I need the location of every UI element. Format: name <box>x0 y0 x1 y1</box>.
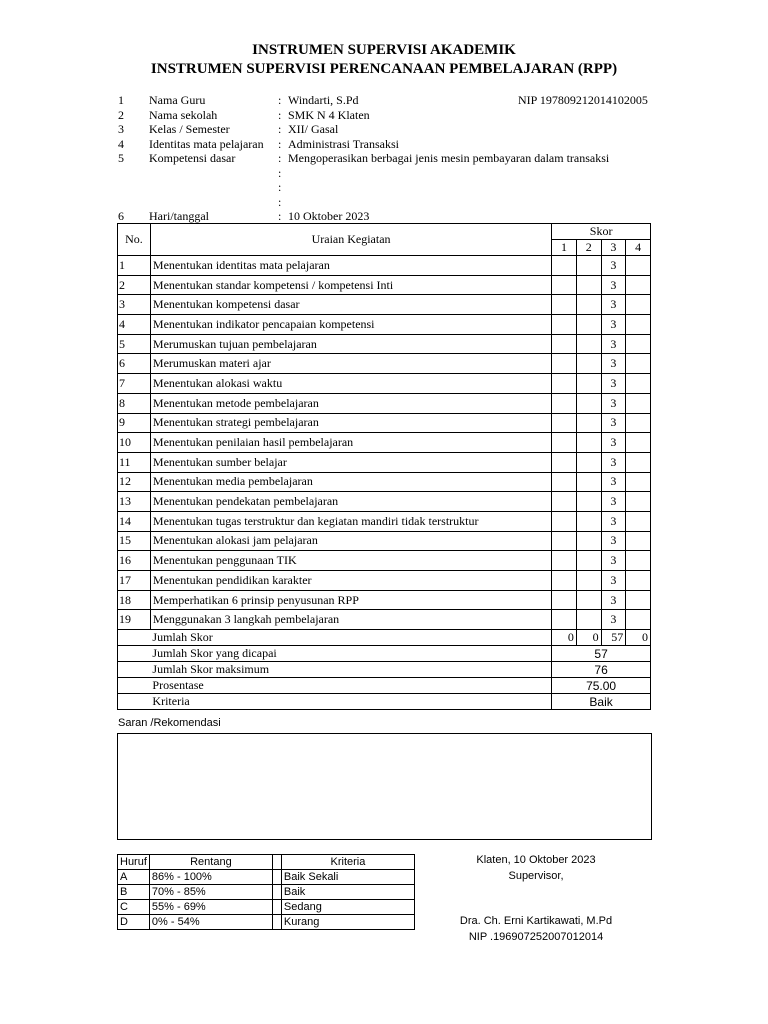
criteria-row <box>118 915 415 930</box>
criteria-huruf: B <box>118 885 150 900</box>
table-row <box>118 413 651 433</box>
score-cell-4 <box>626 315 651 335</box>
row-number: 3 <box>118 122 124 136</box>
score-cell-1 <box>552 452 577 472</box>
score-cell-1 <box>552 315 577 335</box>
item-number: 19 <box>118 610 151 630</box>
table-row <box>118 256 651 276</box>
table-row <box>118 295 651 315</box>
empty-cell <box>118 694 151 710</box>
score-cell-2 <box>576 315 601 335</box>
item-number: 14 <box>118 511 151 531</box>
row-number: 2 <box>118 107 124 122</box>
item-text: Menentukan kompetensi dasar <box>150 295 551 315</box>
field-label: Kompetensi dasar <box>149 151 236 165</box>
score-cell-4 <box>626 610 651 630</box>
summary-value: 75.00 <box>552 678 651 694</box>
score-cell-1 <box>552 531 577 551</box>
colon: : <box>278 136 282 151</box>
score-cell-2 <box>576 275 601 295</box>
score-cell-3: 3 <box>601 275 626 295</box>
saran-label: Saran /Rekomendasi <box>118 717 221 729</box>
summary-value: Baik <box>552 694 651 710</box>
score-cell-3: 3 <box>601 315 626 335</box>
score-cell-4 <box>626 433 651 453</box>
summary-label: Jumlah Skor yang dicapai <box>150 646 551 662</box>
score-cell-2 <box>576 531 601 551</box>
score-cell-2 <box>576 511 601 531</box>
identity-row <box>118 209 658 223</box>
header-no: No. <box>118 224 151 256</box>
table-row <box>118 511 651 531</box>
summary-label: Jumlah Skor maksimum <box>150 662 551 678</box>
score-cell-4 <box>626 452 651 472</box>
score-cell-3: 3 <box>601 472 626 492</box>
item-text: Menentukan standar kompetensi / kompetensi Inti <box>150 275 551 295</box>
score-cell-3: 3 <box>601 531 626 551</box>
table-row <box>118 433 651 453</box>
score-cell-1 <box>552 433 577 453</box>
score-cell-2 <box>576 295 601 315</box>
table-row <box>118 571 651 591</box>
score-cell-4 <box>626 551 651 571</box>
item-number: 1 <box>118 256 151 276</box>
score-cell-1 <box>552 571 577 591</box>
colon: : <box>278 107 282 122</box>
criteria-row <box>118 870 415 885</box>
spacer-cell <box>272 900 281 915</box>
score-cell-3: 3 <box>601 571 626 591</box>
criteria-row <box>118 885 415 900</box>
score-cell-3: 3 <box>601 610 626 630</box>
item-number: 10 <box>118 433 151 453</box>
score-cell-1 <box>552 374 577 394</box>
header-kriteria: Kriteria <box>281 855 414 870</box>
summary-row <box>118 678 651 694</box>
score-cell-3: 3 <box>601 354 626 374</box>
row-number: 4 <box>118 136 124 151</box>
assessment-table <box>117 223 651 710</box>
item-text: Menentukan penilaian hasil pembelajaran <box>150 433 551 453</box>
table-row <box>118 315 651 335</box>
spacer-cell <box>272 870 281 885</box>
item-text: Memperhatikan 6 prinsip penyusunan RPP <box>150 590 551 610</box>
empty-cell <box>118 662 151 678</box>
score-cell-1 <box>552 275 577 295</box>
item-text: Menentukan strategi pembelajaran <box>150 413 551 433</box>
score-cell-4 <box>626 472 651 492</box>
item-text: Menentukan alokasi jam pelajaran <box>150 531 551 551</box>
score-cell-4 <box>626 334 651 354</box>
field-label: Identitas mata pelajaran <box>149 136 264 151</box>
jumlah-skor-1: 0 <box>552 630 577 646</box>
header-skor-col: 2 <box>576 240 601 256</box>
jumlah-skor-3: 57 <box>601 630 626 646</box>
score-cell-1 <box>552 551 577 571</box>
score-cell-3: 3 <box>601 452 626 472</box>
item-number: 15 <box>118 531 151 551</box>
item-text: Menentukan metode pembelajaran <box>150 393 551 413</box>
table-row <box>118 393 651 413</box>
score-cell-3: 3 <box>601 334 626 354</box>
item-text: Merumuskan tujuan pembelajaran <box>150 334 551 354</box>
criteria-rentang: 70% - 85% <box>149 885 272 900</box>
criteria-rentang: 86% - 100% <box>149 870 272 885</box>
score-cell-2 <box>576 551 601 571</box>
summary-label: Prosentase <box>150 678 551 694</box>
score-cell-1 <box>552 413 577 433</box>
colon: : <box>278 93 282 107</box>
score-cell-2 <box>576 256 601 276</box>
criteria-huruf: C <box>118 900 150 915</box>
score-cell-1 <box>552 492 577 512</box>
summary-row <box>118 694 651 710</box>
header-skor: Skor <box>552 224 651 240</box>
score-cell-2 <box>576 393 601 413</box>
colon: : <box>278 209 282 223</box>
field-value: XII/ Gasal <box>288 122 339 136</box>
item-text: Merumuskan materi ajar <box>150 354 551 374</box>
spacer-cell <box>272 915 281 930</box>
score-cell-2 <box>576 374 601 394</box>
field-label: Hari/tanggal <box>149 209 209 223</box>
table-row <box>118 590 651 610</box>
saran-box[interactable] <box>117 733 652 840</box>
table-row <box>118 492 651 512</box>
criteria-kriteria: Sedang <box>281 900 414 915</box>
score-cell-2 <box>576 413 601 433</box>
score-cell-4 <box>626 354 651 374</box>
item-number: 13 <box>118 492 151 512</box>
score-cell-4 <box>626 256 651 276</box>
summary-label: Jumlah Skor <box>150 630 551 646</box>
score-cell-4 <box>626 393 651 413</box>
field-label: Nama sekolah <box>149 107 218 122</box>
score-cell-1 <box>552 472 577 492</box>
score-cell-3: 3 <box>601 256 626 276</box>
criteria-table <box>117 854 415 930</box>
item-text: Menentukan indikator pencapaian kompetensi <box>150 315 551 335</box>
colon: : <box>278 151 282 165</box>
doc-subtitle: INSTRUMEN SUPERVISI PERENCANAAN PEMBELAJARAN (RPP) <box>150 61 618 77</box>
score-cell-4 <box>626 571 651 591</box>
criteria-huruf: D <box>118 915 150 930</box>
score-cell-2 <box>576 452 601 472</box>
criteria-kriteria: Baik <box>281 885 414 900</box>
identity-row <box>118 93 658 107</box>
header-huruf: Huruf <box>118 855 150 870</box>
score-cell-2 <box>576 492 601 512</box>
item-text: Menentukan penggunaan TIK <box>150 551 551 571</box>
score-cell-3: 3 <box>601 433 626 453</box>
field-value: Administrasi Transaksi <box>288 136 400 151</box>
colon: : <box>278 194 282 209</box>
score-cell-1 <box>552 295 577 315</box>
spacer-cell <box>272 885 281 900</box>
blank-row <box>118 195 658 209</box>
item-number: 16 <box>118 551 151 571</box>
table-row <box>118 610 651 630</box>
item-number: 17 <box>118 571 151 591</box>
field-value: Mengoperasikan berbagai jenis mesin pembayaran dalam transaksi <box>288 151 610 165</box>
score-cell-3: 3 <box>601 413 626 433</box>
item-number: 3 <box>118 295 151 315</box>
doc-title: INSTRUMEN SUPERVISI AKADEMIK <box>252 42 516 58</box>
criteria-rentang: 0% - 54% <box>149 915 272 930</box>
field-value: Windarti, S.Pd <box>288 93 359 107</box>
score-cell-1 <box>552 511 577 531</box>
item-text: Menentukan sumber belajar <box>150 452 551 472</box>
table-row <box>118 472 651 492</box>
score-cell-4 <box>626 531 651 551</box>
colon: : <box>278 180 282 194</box>
criteria-huruf: A <box>118 870 150 885</box>
item-number: 8 <box>118 393 151 413</box>
score-cell-1 <box>552 334 577 354</box>
item-number: 9 <box>118 413 151 433</box>
table-row <box>118 374 651 394</box>
identity-row <box>118 137 658 151</box>
row-number: 1 <box>118 93 124 107</box>
item-number: 11 <box>118 452 151 472</box>
item-number: 2 <box>118 275 151 295</box>
score-cell-3: 3 <box>601 511 626 531</box>
item-text: Menentukan pendekatan pembelajaran <box>150 492 551 512</box>
item-text: Menentukan alokasi waktu <box>150 374 551 394</box>
item-number: 5 <box>118 334 151 354</box>
item-number: 7 <box>118 374 151 394</box>
score-cell-2 <box>576 472 601 492</box>
blank-row <box>118 180 658 194</box>
signature-role: Supervisor, <box>508 870 564 882</box>
score-cell-2 <box>576 334 601 354</box>
summary-label: Kriteria <box>150 694 551 710</box>
score-cell-4 <box>626 492 651 512</box>
score-cell-3: 3 <box>601 374 626 394</box>
score-cell-4 <box>626 413 651 433</box>
score-cell-3: 3 <box>601 492 626 512</box>
empty-cell <box>118 630 151 646</box>
score-cell-4 <box>626 374 651 394</box>
criteria-kriteria: Baik Sekali <box>281 870 414 885</box>
table-row <box>118 275 651 295</box>
score-cell-4 <box>626 590 651 610</box>
header-rentang: Rentang <box>149 855 272 870</box>
criteria-rentang: 55% - 69% <box>149 900 272 915</box>
score-cell-4 <box>626 275 651 295</box>
identity-row <box>118 122 658 136</box>
header-skor-col: 4 <box>626 240 651 256</box>
nip-value: NIP 197809212014102005 <box>518 93 648 107</box>
table-row <box>118 531 651 551</box>
item-text: Menentukan identitas mata pelajaran <box>150 256 551 276</box>
blank-row <box>118 166 658 180</box>
table-row <box>118 452 651 472</box>
item-text: Menentukan media pembelajaran <box>150 472 551 492</box>
header-skor-col: 3 <box>601 240 626 256</box>
header-skor-col: 1 <box>552 240 577 256</box>
table-row <box>118 354 651 374</box>
score-cell-2 <box>576 610 601 630</box>
score-cell-2 <box>576 433 601 453</box>
score-cell-2 <box>576 354 601 374</box>
summary-row <box>118 646 651 662</box>
score-cell-3: 3 <box>601 590 626 610</box>
score-cell-4 <box>626 295 651 315</box>
summary-value: 76 <box>552 662 651 678</box>
row-number: 6 <box>118 209 124 223</box>
item-number: 4 <box>118 315 151 335</box>
empty-cell <box>118 678 151 694</box>
score-cell-3: 3 <box>601 393 626 413</box>
score-cell-1 <box>552 393 577 413</box>
summary-value: 57 <box>552 646 651 662</box>
colon: : <box>278 122 282 136</box>
jumlah-skor-2: 0 <box>576 630 601 646</box>
score-cell-1 <box>552 256 577 276</box>
row-number: 5 <box>118 151 124 165</box>
field-value: SMK N 4 Klaten <box>288 107 370 122</box>
criteria-kriteria: Kurang <box>281 915 414 930</box>
jumlah-skor-4: 0 <box>626 630 651 646</box>
identity-row <box>118 151 658 165</box>
item-text: Menentukan pendidikan karakter <box>150 571 551 591</box>
item-number: 18 <box>118 590 151 610</box>
item-number: 12 <box>118 472 151 492</box>
spacer-cell <box>272 855 281 870</box>
criteria-row <box>118 900 415 915</box>
empty-cell <box>118 646 151 662</box>
summary-row <box>118 662 651 678</box>
table-row <box>118 334 651 354</box>
signature-place-date: Klaten, 10 Oktober 2023 <box>476 854 596 866</box>
score-cell-3: 3 <box>601 295 626 315</box>
header-uraian: Uraian Kegiatan <box>150 224 551 256</box>
colon: : <box>278 165 282 180</box>
score-cell-1 <box>552 610 577 630</box>
signature-name: Dra. Ch. Erni Kartikawati, M.Pd <box>459 915 613 927</box>
score-cell-1 <box>552 590 577 610</box>
score-cell-1 <box>552 354 577 374</box>
field-value: 10 Oktober 2023 <box>288 209 370 223</box>
score-cell-2 <box>576 590 601 610</box>
signature-nip: NIP .196907252007012014 <box>468 931 604 943</box>
score-cell-3: 3 <box>601 551 626 571</box>
identity-row <box>118 108 658 122</box>
jumlah-skor-row <box>118 630 651 646</box>
field-label: Kelas / Semester <box>149 122 230 136</box>
score-cell-2 <box>576 571 601 591</box>
item-text: Menentukan tugas terstruktur dan kegiatan mandiri tidak terstruktur <box>150 511 551 531</box>
field-label: Nama Guru <box>149 93 206 107</box>
item-text: Menggunakan 3 langkah pembelajaran <box>150 610 551 630</box>
item-number: 6 <box>118 354 151 374</box>
score-cell-4 <box>626 511 651 531</box>
table-row <box>118 551 651 571</box>
